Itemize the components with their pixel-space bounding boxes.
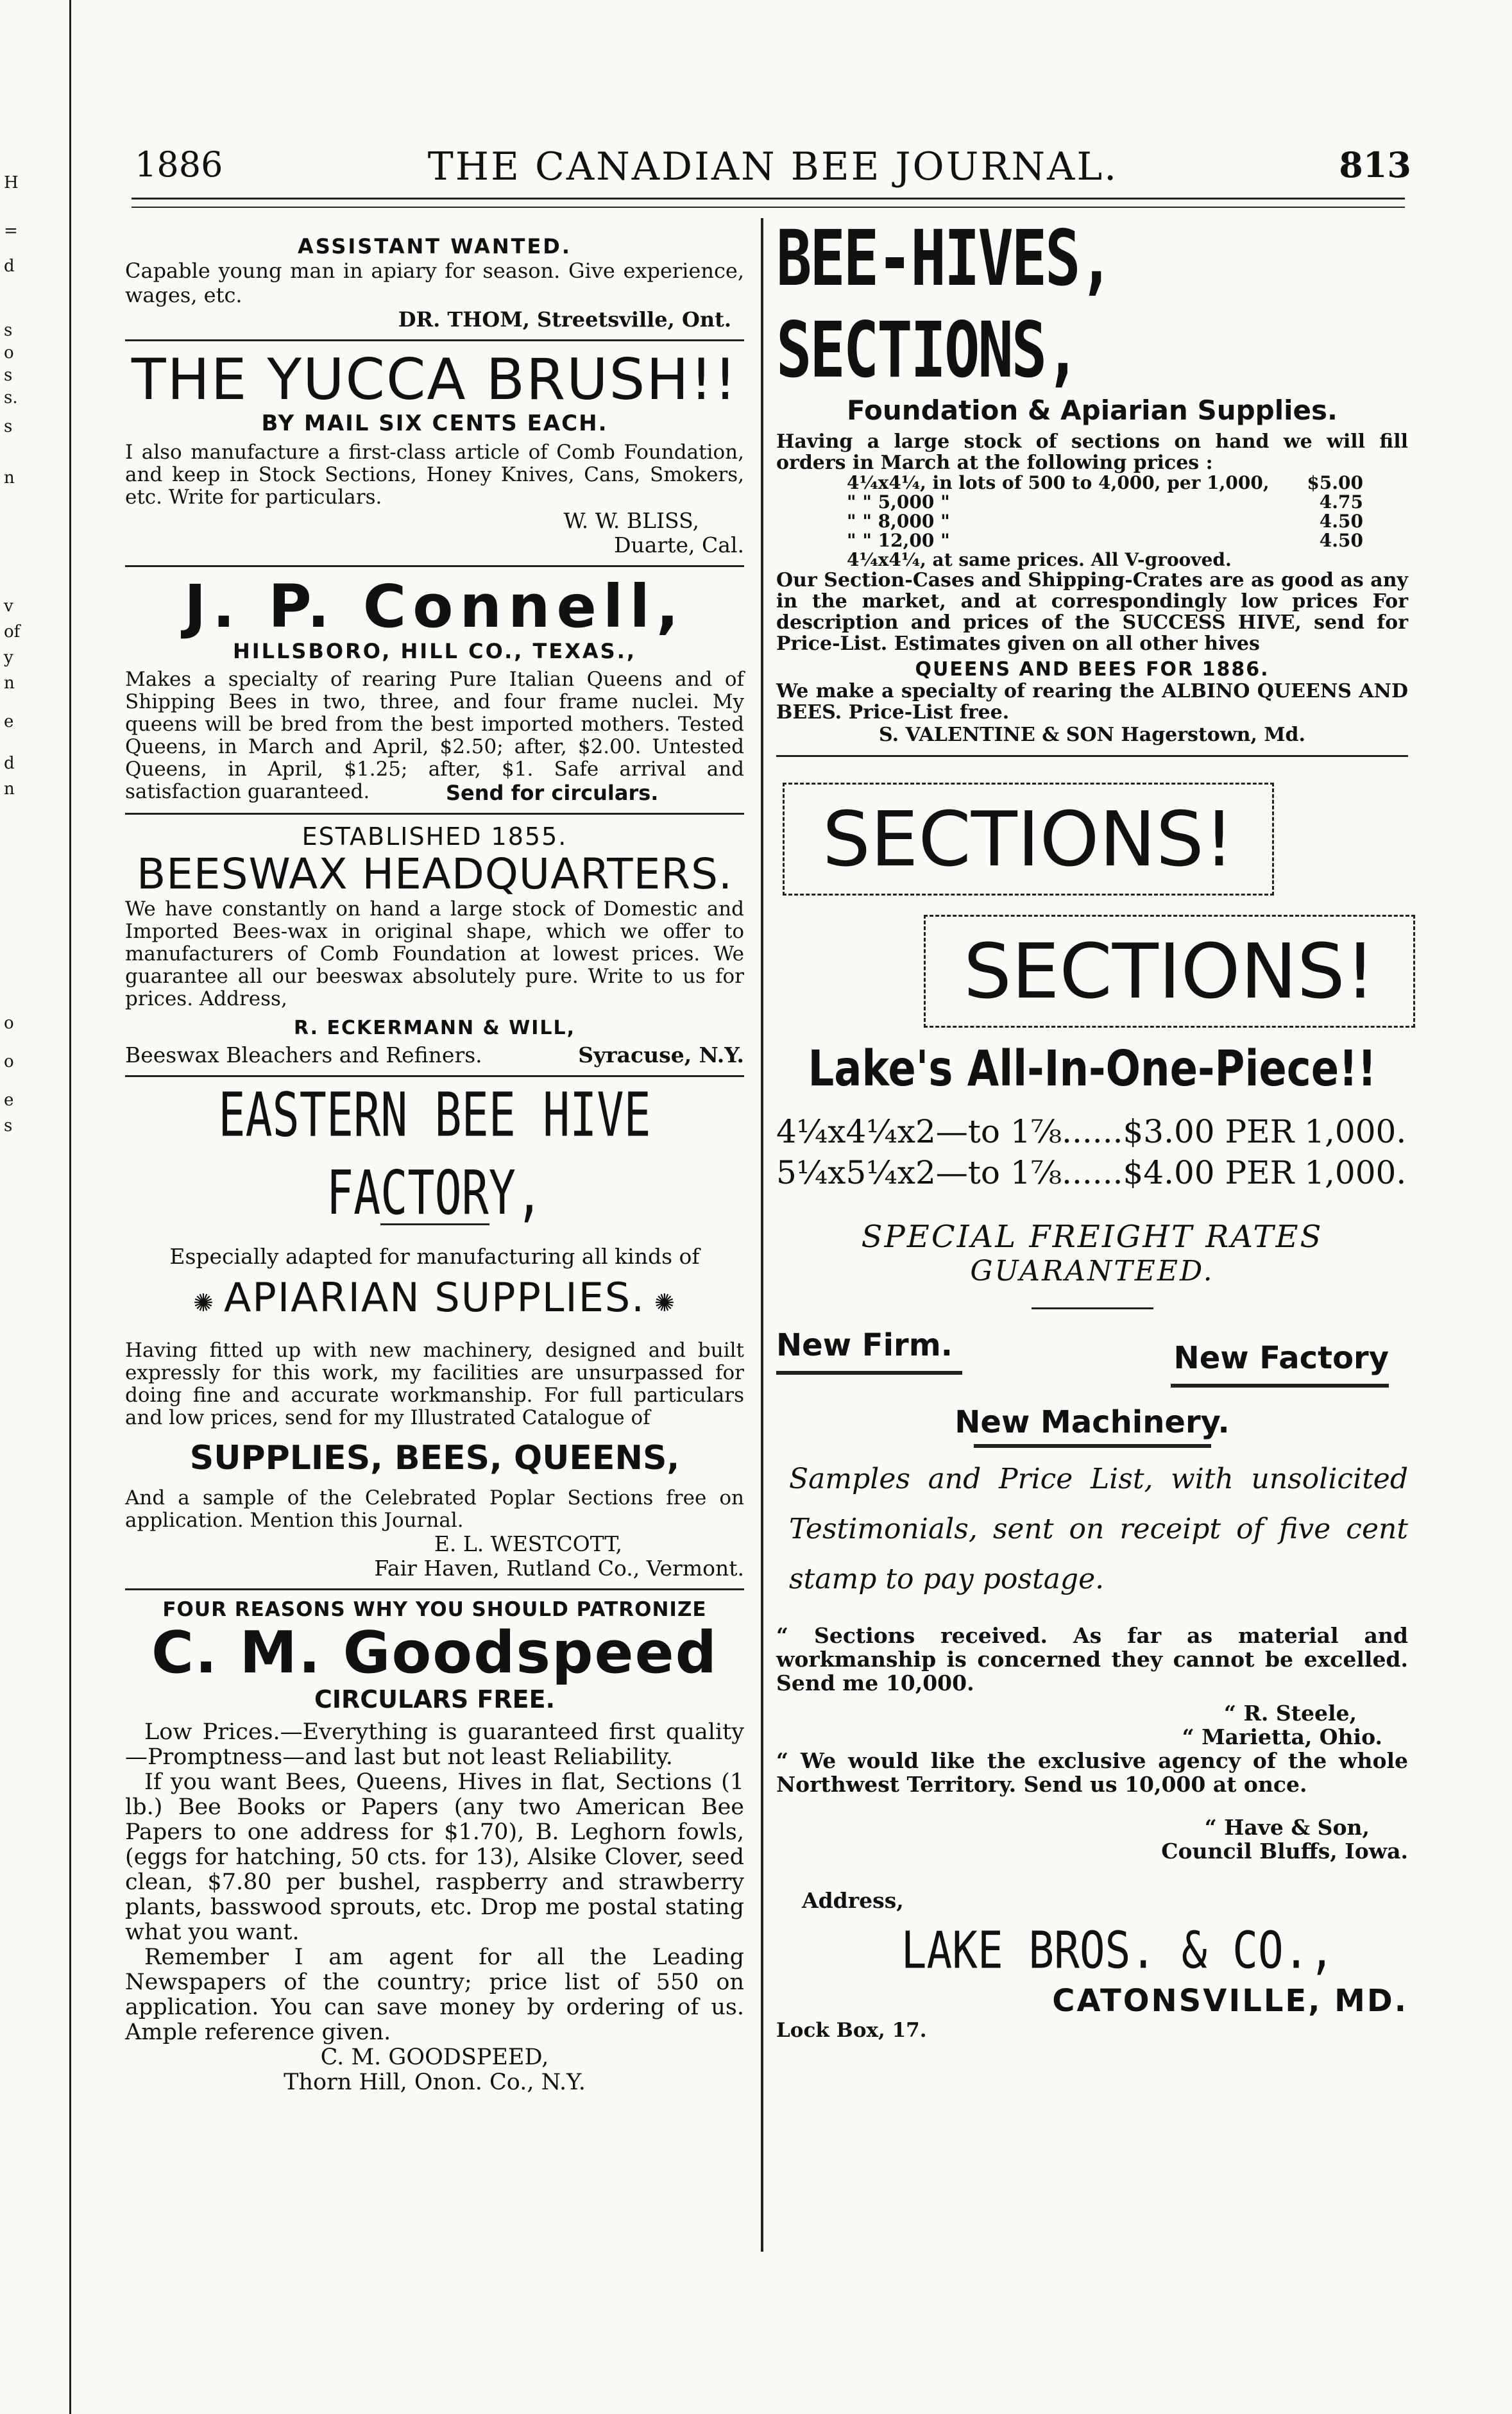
beeswax-description: Beeswax Bleachers and Refiners. [125, 1042, 482, 1067]
price-size: " " 12,00 " [847, 530, 950, 551]
testimonial-2: “ We would like the exclusive agency of the whole Northwest Territory. Send us 10,000 at once. [776, 1748, 1408, 1797]
samples-notice: Samples and Price List, with unsolicited Testimonials, sent on receipt of five cent stamp to pay postage. [789, 1463, 1408, 1595]
eastern-signature: E. L. WESTCOTT, [434, 1531, 622, 1556]
lakes-all-in-one-piece: Lake's All-In-One-Piece!! [808, 1041, 1377, 1098]
price-row [847, 512, 1408, 531]
goodspeed-circulars: CIRCULARS FREE. [314, 1685, 556, 1713]
beeswax-firm: R. ECKERMANN & WILL, [293, 1017, 576, 1039]
yucca-signature: W. W. BLISS, [563, 508, 699, 533]
margin-fragment: s [4, 366, 13, 385]
margin-fragment: n [4, 779, 15, 799]
divider [125, 565, 744, 567]
assistant-body: Capable young man in apiary for season. Give experience, wages, etc. [125, 259, 744, 307]
price-size: " " 5,000 " [847, 491, 950, 513]
sections-heading-2: SECTIONS! [963, 927, 1376, 1016]
margin-fragment: n [4, 468, 15, 488]
price-value: $5.00 [1307, 472, 1363, 493]
price-row [847, 473, 1408, 493]
freight-line-1: SPECIAL FREIGHT RATES [861, 1219, 1323, 1255]
eastern-body2: And a sample of the Celebrated Poplar Sections free on application. Mention this Journal. [125, 1486, 744, 1532]
right-column [776, 214, 1408, 2042]
eastern-location: Fair Haven, Rutland Co., Vermont. [374, 1556, 744, 1581]
ad-lake-sections [776, 783, 1408, 2042]
margin-fragment: d [4, 257, 15, 276]
hives-title: BEE-HIVES, SECTIONS, [776, 214, 1112, 395]
margin-fragment: n [4, 674, 15, 693]
margin-fragment: v [4, 597, 13, 616]
ad-goodspeed [125, 1598, 744, 2095]
new-firm: New Firm. [776, 1327, 953, 1363]
ad-connell [125, 572, 744, 805]
new-factory: New Factory [1173, 1340, 1389, 1376]
hives-specialty: We make a specialty of rearing the ALBINO QUEENS AND BEES. Price-List free. [776, 680, 1408, 724]
lake-bros: LAKE BROS. & CO., [901, 1921, 1335, 1980]
price-row [847, 493, 1408, 512]
divider [125, 1588, 744, 1590]
price-size: 4¼x4¼, in lots of 500 to 4,000, per 1,000, [847, 472, 1270, 493]
connell-body: Makes a specialty of rearing Pure Italian Queens and of Shipping Bees in two, three, and four frame nuclei. My queens will be bred from the best imported mothers. Tested Queens, in March and April, $2.50; after, $2.00. Untested Queens, in April, $1.25; after, $1. Safe arrival and satisfaction guaranteed. [125, 668, 744, 803]
margin-fragment: e [4, 1091, 14, 1110]
factory-underline [1171, 1384, 1389, 1388]
divider [776, 755, 1408, 757]
connell-circulars: Send for circulars. [446, 781, 659, 805]
lock-box: Lock Box, 17. [776, 2019, 927, 2042]
ad-eastern-factory [125, 1079, 744, 1581]
margin-fragment: H [4, 173, 19, 192]
address-label: Address, [802, 1888, 904, 1913]
price-value: 4.50 [1319, 511, 1363, 532]
connell-location: HILLSBORO, HILL CO., TEXAS., [232, 639, 637, 663]
gutter-rule [69, 0, 71, 2414]
assistant-title: ASSISTANT WANTED. [297, 234, 572, 259]
sections-price-2: 5¼x5¼x2—to 1⅞......$4.00 PER 1,000. [776, 1154, 1407, 1191]
eastern-adapted: Especially adapted for manufacturing all kinds of [169, 1244, 700, 1269]
apiarian-supplies: APIARIAN SUPPLIES. [224, 1274, 645, 1321]
yucca-location: Duarte, Cal. [614, 532, 744, 557]
sections-box-2 [924, 915, 1415, 1028]
hives-price-list [776, 473, 1408, 570]
goodspeed-p1: Low Prices.—Everything is guaranteed first quality—Promptness—and last but not least Reliability. [125, 1719, 744, 1770]
price-value: 4.50 [1319, 530, 1363, 551]
yucca-subtitle: BY MAIL SIX CENTS EACH. [261, 411, 608, 436]
beeswax-body: We have constantly on hand a large stock of Domestic and Imported Bees-wax in original shape, which we offer to manufacturers of Comb Foundation at lowest prices. We guarantee all our beeswax absolutely pure. Write to us for prices. Address, [125, 897, 744, 1010]
column-rule [761, 218, 763, 2252]
margin-fragment: = [4, 221, 18, 241]
eastern-body: Having fitted up with new machinery, designed and built expressly for this work, my facilities are unsurpassed for doing fine and accurate workmanship. For full particulars and low prices, send for my Illustrated Catalogue of [125, 1339, 744, 1429]
eastern-title: EASTERN BEE HIVE FACTORY, [218, 1079, 651, 1229]
price-size: " " 8,000 " [847, 511, 950, 532]
beeswax-city: Syracuse, N.Y. [578, 1042, 744, 1067]
beeswax-title: BEESWAX HEADQUARTERS. [136, 849, 733, 899]
testimonial-1-signature: “ R. Steele, [1224, 1701, 1357, 1726]
testimonial-1: “ Sections received. As far as material and workmanship is concerned they cannot be excelled. Send me 10,000. [776, 1623, 1408, 1696]
hives-intro: Having a large stock of sections on hand we will fill orders in March at the following prices : [776, 430, 1408, 474]
margin-fragment: o [4, 343, 14, 362]
divider [125, 339, 744, 341]
yucca-title: THE YUCCA BRUSH!! [131, 346, 738, 412]
margin-fragment: s [4, 417, 13, 436]
goodspeed-p2: If you want Bees, Queens, Hives in flat, Sections (1 lb.) Bee Books or Papers (any two American Bee Papers to one address for $1.70), B. Leghorn fowls, (eggs for hatching, 50 cts. for 13), Alsike Clover, seed clean, $7.80 per bushel, raspberry and strawberry plants, basswood sprouts, etc. Drop me postal stating what you want. [125, 1769, 744, 1945]
running-header [135, 138, 1411, 189]
margin-fragment: y [4, 648, 13, 667]
goodspeed-location: Thorn Hill, Onon. Co., N.Y. [284, 2070, 586, 2095]
price-row [847, 531, 1408, 550]
testimonial-2-signature: “ Have & Son, [1204, 1815, 1370, 1840]
divider [1032, 1307, 1153, 1309]
flourish-icon: ✺ [645, 1289, 676, 1317]
page-number: 813 [1339, 144, 1411, 185]
margin-fragment: o [4, 1052, 14, 1071]
beeswax-established: ESTABLISHED 1855. [302, 822, 568, 851]
hives-subtitle: Foundation & Apiarian Supplies. [847, 395, 1338, 426]
hives-signature: S. VALENTINE & SON Hagerstown, Md. [879, 724, 1305, 746]
machinery-underline [974, 1444, 1211, 1448]
hives-same-prices: 4¼x4¼, at same prices. All V-grooved. [847, 549, 1232, 570]
header-rule-bottom [132, 207, 1405, 208]
price-value: 4.75 [1319, 491, 1363, 513]
ad-assistant-wanted [125, 234, 744, 332]
catonsville: CATONSVILLE, MD. [1052, 1983, 1408, 2019]
margin-fragment: s [4, 1116, 13, 1135]
goodspeed-p3: Remember I am agent for all the Leading Newspapers of the country; price list of 550 on application. You can save money by ordering of us. Ample reference given. [125, 1944, 744, 2045]
divider [125, 813, 744, 815]
eastern-supplies: SUPPLIES, BEES, QUEENS, [189, 1439, 680, 1477]
new-machinery: New Machinery. [955, 1404, 1230, 1440]
ad-beeswax [125, 822, 744, 1067]
journal-title: THE CANADIAN BEE JOURNAL. [427, 144, 1119, 189]
left-column [125, 221, 744, 2095]
firm-row [776, 1321, 1408, 1398]
firm-underline [776, 1371, 962, 1375]
goodspeed-reasons: FOUR REASONS WHY YOU SHOULD PATRONIZE [162, 1598, 707, 1621]
goodspeed-name: C. M. Goodspeed [151, 1619, 718, 1687]
flourish-icon: ✺ [193, 1289, 225, 1317]
sections-heading-1: SECTIONS! [822, 795, 1235, 883]
margin-fragment: s [4, 321, 13, 340]
margin-fragment: of [4, 622, 21, 642]
margin-fragments [0, 0, 38, 2414]
margin-fragment: d [4, 754, 15, 773]
connell-title: J. P. Connell, [184, 572, 685, 641]
hives-body: Our Section-Cases and Shipping-Crates are as good as any in the market, and at correspondingly low prices For description and prices of the SUCCESS HIVE, send for Price-List. Estimates given on all other hives [776, 569, 1408, 655]
freight-line-2: GUARANTEED. [970, 1255, 1214, 1288]
margin-fragment: s. [4, 388, 18, 407]
sections-price-1: 4¼x4¼x2—to 1⅞......$3.00 PER 1,000. [776, 1113, 1407, 1150]
goodspeed-signature: C. M. GOODSPEED, [320, 2044, 549, 2070]
testimonial-1-location: “ Marietta, Ohio. [1182, 1724, 1382, 1749]
ad-bee-hives [776, 214, 1408, 747]
margin-fragment: e [4, 712, 14, 731]
header-year: 1886 [135, 144, 223, 185]
yucca-body: I also manufacture a first-class article of Comb Foundation, and keep in Stock Sections, Honey Knives, Cans, Smokers, etc. Write for particulars. [125, 441, 744, 509]
margin-fragment: o [4, 1014, 14, 1033]
hives-queens: QUEENS AND BEES FOR 1886. [915, 658, 1270, 681]
sections-box-1 [783, 783, 1274, 896]
eastern-apiarian [125, 1269, 744, 1332]
beeswax-footer [125, 1043, 744, 1067]
ad-yucca-brush [125, 346, 744, 557]
header-rule-top [132, 198, 1405, 200]
testimonial-2-location: Council Bluffs, Iowa. [1161, 1839, 1408, 1864]
assistant-signature: DR. THOM, Streetsville, Ont. [398, 307, 731, 332]
